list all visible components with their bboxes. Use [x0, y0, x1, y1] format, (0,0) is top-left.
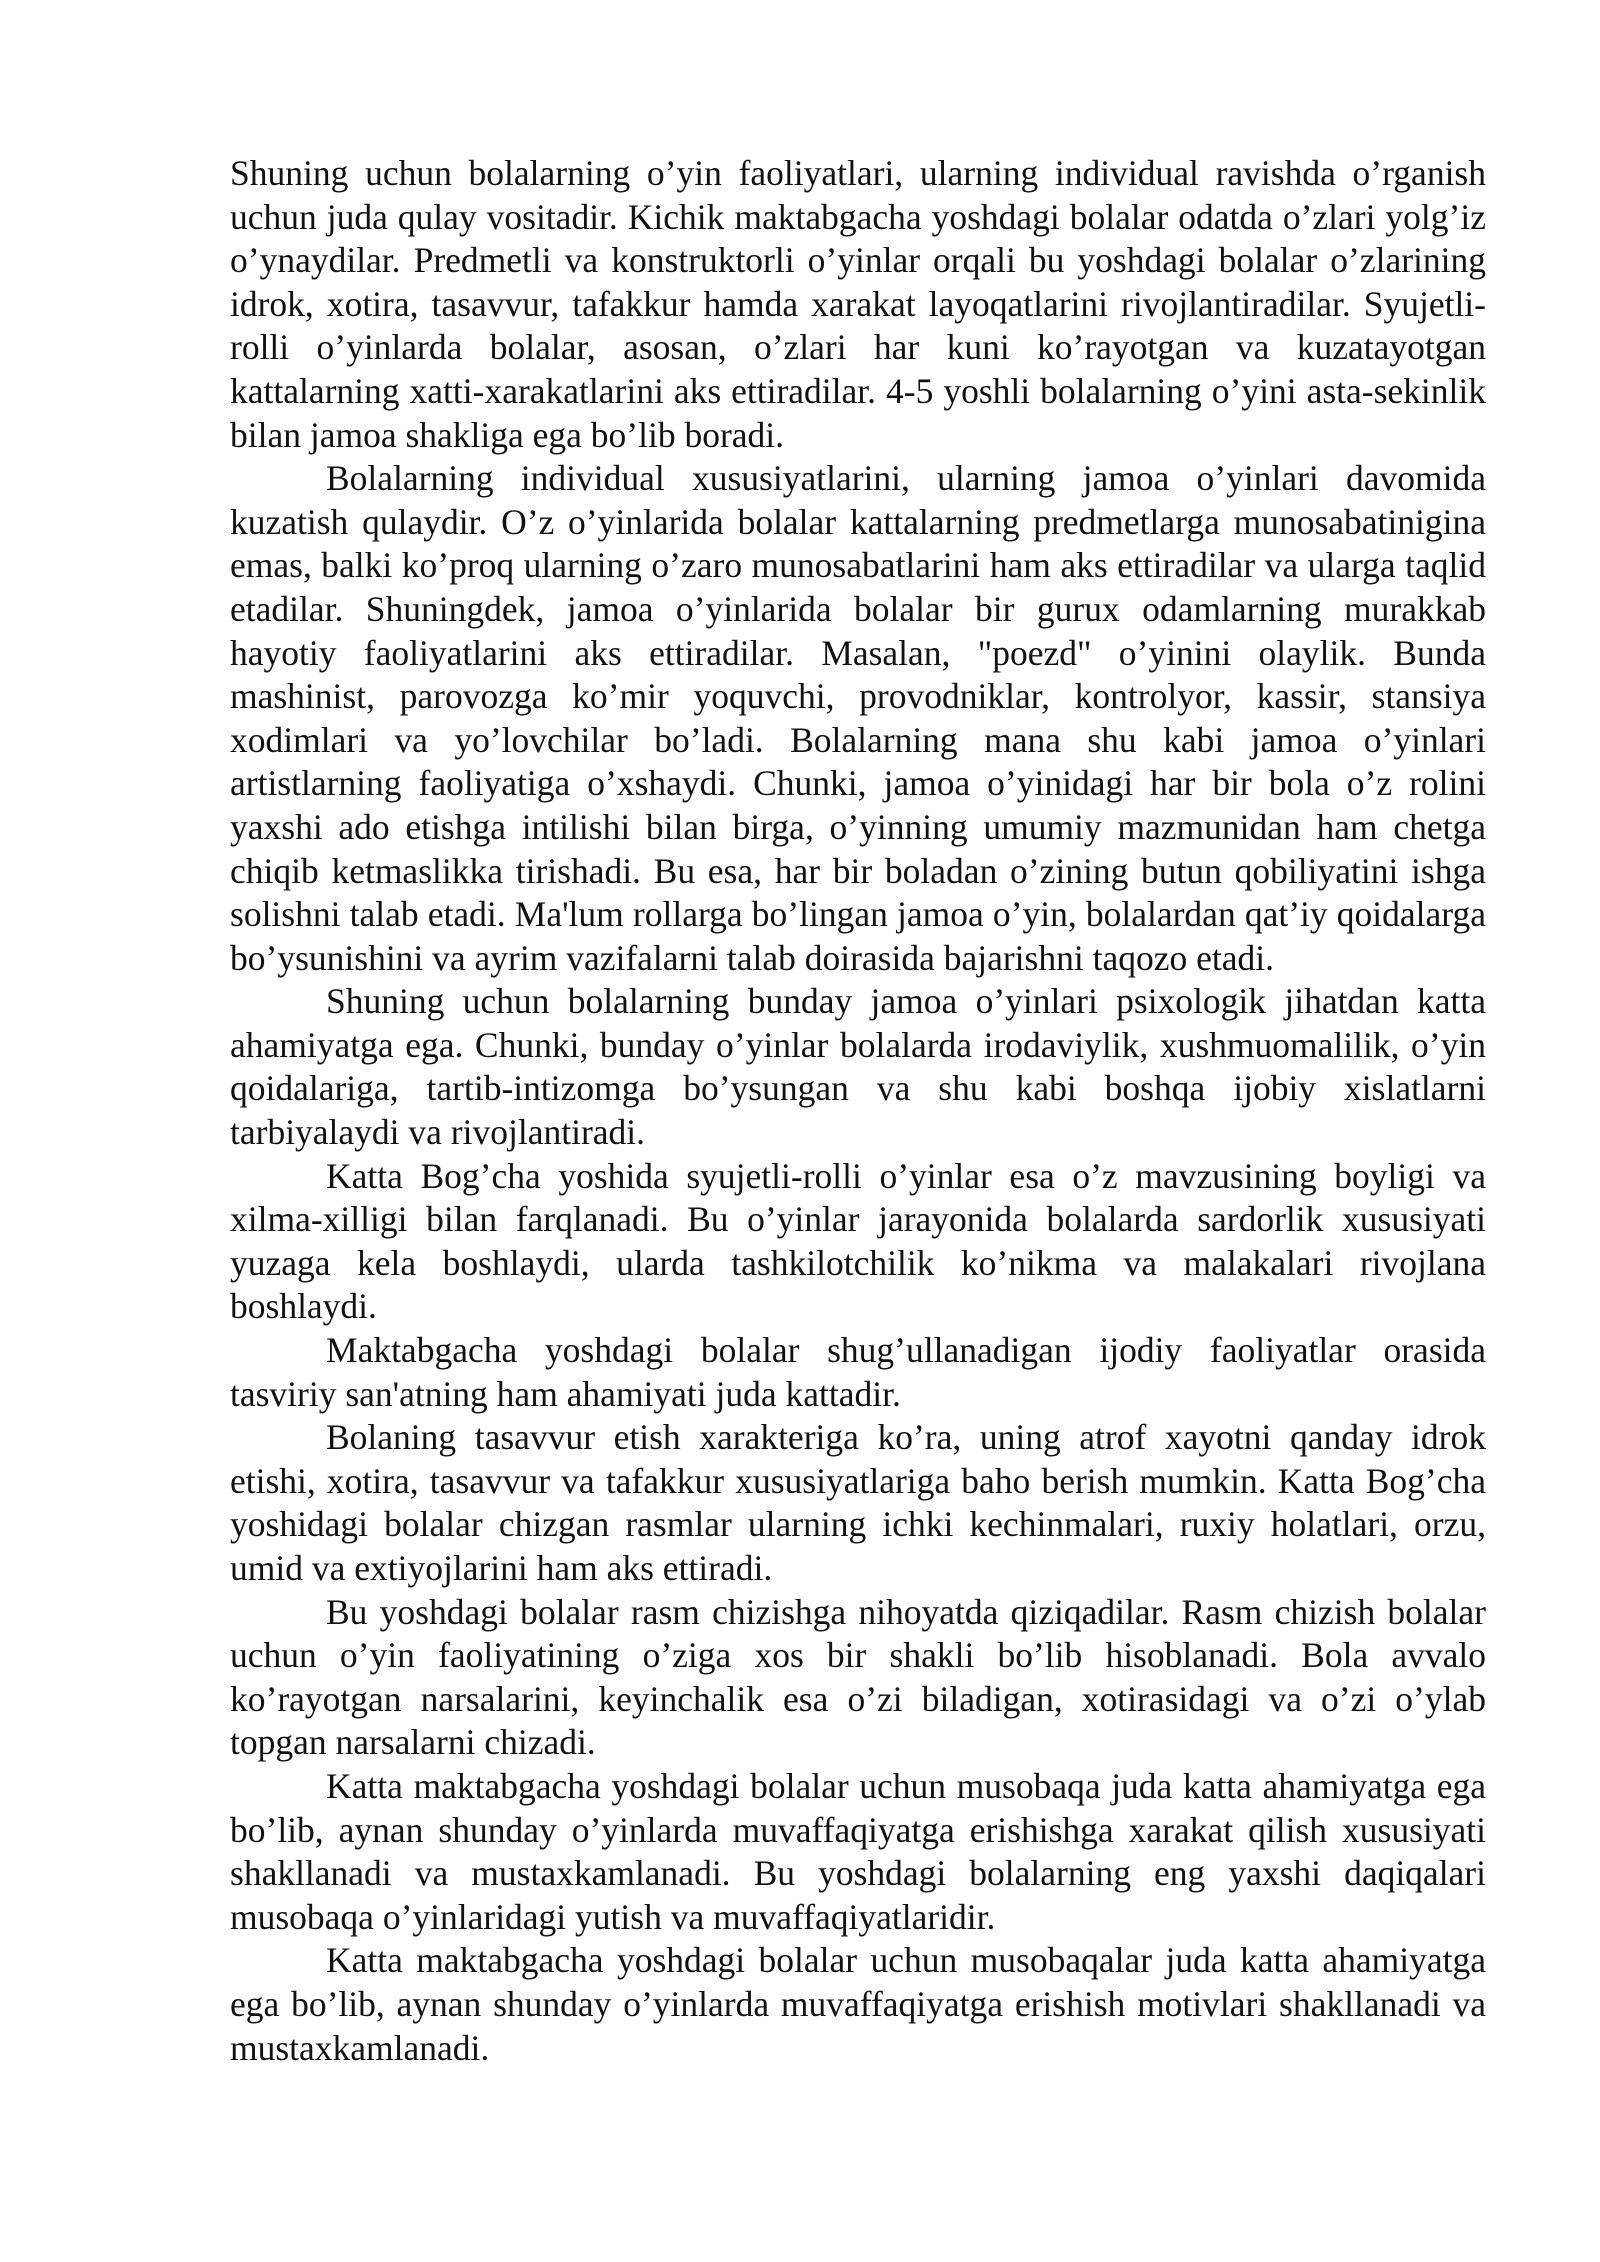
paragraph: Maktabgacha yoshdagi bolalar shug’ullanadigan ijodiy faoliyatlar orasida tasviriy san'atning ham ahamiyati juda kattadir. [230, 1330, 1486, 1414]
paragraph: Katta maktabgacha yoshdagi bolalar uchun musobaqa juda katta ahamiyatga ega bo’lib, aynan shunday o’yinlarda muvaffaqiyatga erishishga xarakat qilish xususiyati shakllanadi va mustaxkamlanadi. Bu yoshdagi bolalarning eng yaxshi daqiqalari musobaqa o’yinlaridagi yutish va muvaffaqiyatlaridir. [230, 1765, 1486, 1937]
paragraph: Bu yoshdagi bolalar rasm chizishga nihoyatda qiziqadilar. Rasm chizish bolalar uchun o’yin faoliyatining o’ziga xos bir shakli bo’lib hisoblanadi. Bola avvalo ko’rayotgan narsalarini, keyinchalik esa o’zi biladigan, xotirasidagi va o’zi o’ylab topgan narsalarni chizadi. [230, 1591, 1486, 1763]
paragraph: Shuning uchun bolalarning bunday jamoa o’yinlari psixologik jihatdan katta ahamiyatga ega. Chunki, bunday o’yinlar bolalarda irodaviylik, xushmuomalilik, o’yin qoidalariga, tartib-intizomga bo’ysungan va shu kabi boshqa ijobiy xislatlarni tarbiyalaydi va rivojlantiradi. [230, 981, 1486, 1153]
paragraph: Shuning uchun bolalarning o’yin faoliyatlari, ularning individual ravishda o’rganish uchun juda qulay vositadir. Kichik maktabgacha yoshdagi bolalar odatda o’zlari yolg’iz o’ynaydilar. Predmetli va konstruktorli o’yinlar orqali bu yoshdagi bolalar o’zlarining idrok, xotira, tasavvur, tafakkur hamda xarakat layoqatlarini rivojlantiradilar. Syujetli-rolli o’yinlarda bolalar, asosan, o’zlari har kuni ko’rayotgan va kuzatayotgan kattalarning xatti-xarakatlarini aks ettiradilar. 4-5 yoshli bolalarning o’yini asta-sekinlik bilan jamoa shakliga ega bo’lib boradi. [230, 153, 1486, 455]
document-page [230, 152, 1486, 2070]
paragraph: Katta maktabgacha yoshdagi bolalar uchun musobaqalar juda katta ahamiyatga ega bo’lib, aynan shunday o’yinlarda muvaffaqiyatga erishish motivlari shakllanadi va mustaxkamlanadi. [230, 1940, 1486, 2068]
paragraph: Bolaning tasavvur etish xarakteriga ko’ra, uning atrof xayotni qanday idrok etishi, xotira, tasavvur va tafakkur xususiyatlariga baho berish mumkin. Katta Bog’cha yoshidagi bolalar chizgan rasmlar ularning ichki kechinmalari, ruxiy holatlari, orzu, umid va extiyojlarini ham aks ettiradi. [230, 1417, 1486, 1588]
paragraph: Bolalarning individual xususiyatlarini, ularning jamoa o’yinlari davomida kuzatish qulaydir. O’z o’yinlarida bolalar kattalarning predmetlarga munosabatinigina emas, balki ko’proq ularning o’zaro munosabatlarini ham aks ettiradilar va ularga taqlid etadilar. Shuningdek, jamoa o’yinlarida bolalar bir gurux odamlarning murakkab hayotiy faoliyatlarini aks ettiradilar. Masalan, "poezd" o’yinini olaylik. Bunda mashinist, parovozga ko’mir yoquvchi, provodniklar, kontrolyor, kassir, stansiya xodimlari va yo’lovchilar bo’ladi. Bolalarning mana shu kabi jamoa o’yinlari artistlarning faoliyatiga o’xshaydi. Chunki, jamoa o’yinidagi har bir bola o’z rolini yaxshi ado etishga intilishi bilan birga, o’yinning umumiy mazmunidan ham chetga chiqib ketmaslikka tirishadi. Bu esa, har bir boladan o’zining butun qobiliyatini ishga solishni talab etadi. Ma'lum rollarga bo’lingan jamoa o’yin, bolalardan qat’iy qoidalarga bo’ysunishini va ayrim vazifalarni talab doirasida bajarishni taqozo etadi. [230, 458, 1486, 978]
paragraph: Katta Bog’cha yoshida syujetli-rolli o’yinlar esa o’z mavzusining boyligi va xilma-xilligi bilan farqlanadi. Bu o’yinlar jarayonida bolalarda sardorlik xususiyati yuzaga kela boshlaydi, ularda tashkilotchilik ko’nikma va malakalari rivojlana boshlaydi. [230, 1155, 1486, 1327]
